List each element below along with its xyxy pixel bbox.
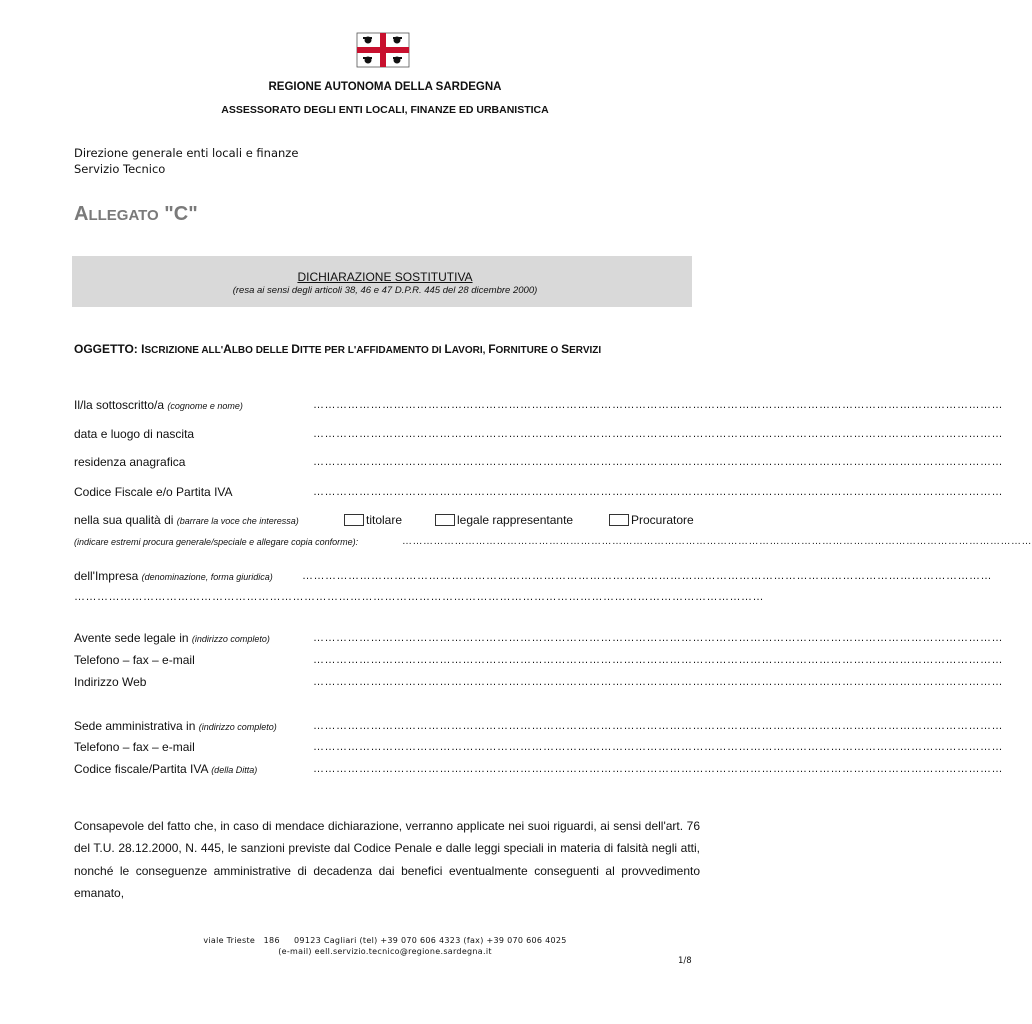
telefono2-label: Telefono – fax – e-mail xyxy=(74,740,195,754)
field-label: Codice fiscale/Partita IVA xyxy=(74,762,212,776)
sede-amm-field[interactable]: ……………………………………………………………………………………………………………………………………………………………… xyxy=(313,720,1003,732)
subject-cap: F xyxy=(488,342,496,356)
service-line: Servizio Tecnico xyxy=(74,162,166,176)
telefono2-field[interactable]: ……………………………………………………………………………………………………………………………………………………………… xyxy=(313,741,1003,753)
telefono-label: Telefono – fax – e-mail xyxy=(74,653,195,667)
nascita-label: data e luogo di nascita xyxy=(74,427,195,441)
declaration-subtitle: (resa ai sensi degli articoli 38, 46 e 47 D.P.R. 445 del 28 dicembre 2000) xyxy=(232,285,538,296)
declaration-title: DICHIARAZIONE SOSTITUTIVA xyxy=(297,270,473,284)
codice-fiscale-label: Codice Fiscale e/o Partita IVA xyxy=(74,485,233,499)
sottoscritto-label xyxy=(74,398,243,412)
field-label: nella sua qualità di xyxy=(74,513,177,527)
subject-part: LBO DELLE xyxy=(231,345,292,356)
sede-legale-field[interactable]: ……………………………………………………………………………………………………………………………………………………………… xyxy=(313,632,1003,644)
subject-cap: L xyxy=(444,342,452,356)
subject-cap: I xyxy=(141,342,145,356)
residenza-label: residenza anagrafica xyxy=(74,455,186,469)
residenza-field[interactable]: ……………………………………………………………………………………………………………………………………………………………… xyxy=(313,456,1003,468)
field-hint: (barrare la voce che interessa) xyxy=(176,516,299,526)
impresa-label xyxy=(74,569,273,583)
web-label: Indirizzo Web xyxy=(74,675,147,689)
subject-part: AVORI, xyxy=(451,345,489,356)
allegato-code: "C" xyxy=(158,203,198,225)
impresa-field[interactable]: ……………………………………………………………………………………………………………………………………………………………… xyxy=(302,570,992,582)
field-hint: (denominazione, forma giuridica) xyxy=(141,572,273,582)
subject-cap: D xyxy=(291,342,300,356)
sottoscritto-field[interactable]: ……………………………………………………………………………………………………………………………………………………………… xyxy=(313,399,1003,411)
subject-part: ERVIZI xyxy=(569,345,602,356)
subject-cap: A xyxy=(223,342,232,356)
department-title: ASSESSORATO DEGLI ENTI LOCALI, FINANZE ED URBANISTICA xyxy=(221,104,549,116)
field-hint: (indirizzo completo) xyxy=(191,634,270,644)
allegato-heading xyxy=(74,203,198,226)
sardinia-flag-logo xyxy=(357,33,409,67)
allegato-rest: LLEGATO xyxy=(88,207,159,224)
field-label: dell'Impresa xyxy=(74,569,142,583)
direction-line: Direzione generale enti locali e finanze xyxy=(74,146,299,160)
region-title: REGIONE AUTONOMA DELLA SARDEGNA xyxy=(268,81,502,93)
direction-block xyxy=(74,145,298,177)
nascita-field[interactable]: ……………………………………………………………………………………………………………………………………………………………… xyxy=(313,428,1003,440)
cf-ditta-label xyxy=(74,762,257,776)
field-label: Il/la sottoscritto/a xyxy=(74,398,168,412)
procura-note: (indicare estremi procura generale/speciale e allegare copia conforme): xyxy=(74,537,359,547)
checkbox[interactable] xyxy=(344,514,364,526)
subject-part: ITTE PER L'AFFIDAMENTO DI xyxy=(299,345,445,356)
field-hint: (cognome e nome) xyxy=(167,401,243,411)
subject-part: ORNITURE O xyxy=(495,345,562,356)
field-hint: (della Ditta) xyxy=(211,765,258,775)
telefono-field[interactable]: ……………………………………………………………………………………………………………………………………………………………… xyxy=(313,654,1003,666)
sede-legale-label xyxy=(74,631,270,645)
option-titolare[interactable] xyxy=(344,513,402,527)
option-procuratore[interactable] xyxy=(609,513,694,527)
checkbox[interactable] xyxy=(435,514,455,526)
footer-email: (e-mail) eell.servizio.tecnico@regione.sardegna.it xyxy=(278,947,492,956)
qualita-label xyxy=(74,513,299,527)
option-legale-rappresentante[interactable] xyxy=(435,513,573,527)
sede-amm-label xyxy=(74,719,277,733)
subject-cap: S xyxy=(561,342,570,356)
footer xyxy=(0,935,770,957)
subject-line xyxy=(74,342,601,356)
allegato-first-letter: A xyxy=(74,203,89,225)
web-field[interactable]: ……………………………………………………………………………………………………………………………………………………………… xyxy=(313,676,1003,688)
field-label: Sede amministrativa in xyxy=(74,719,199,733)
subject-part: SCRIZIONE ALL' xyxy=(144,345,224,356)
page-number: 1/8 xyxy=(678,956,692,966)
option-label: Procuratore xyxy=(631,513,694,527)
field-label: Avente sede legale in xyxy=(74,631,192,645)
option-label: legale rappresentante xyxy=(457,513,574,527)
impresa-field-line2[interactable]: ……………………………………………………………………………………………………………………………………………………………… xyxy=(74,591,764,603)
footer-address: viale Trieste 186 09123 Cagliari (tel) +39 070 606 4323 (fax) +39 070 606 4025 xyxy=(203,936,567,945)
checkbox[interactable] xyxy=(609,514,629,526)
codice-fiscale-field[interactable]: ……………………………………………………………………………………………………………………………………………………………… xyxy=(313,486,1003,498)
consapevole-paragraph: Consapevole del fatto che, in caso di mendace dichiarazione, verranno applicate nei suoi riguardi, ai sensi dell'art. 76 del T.U. 28.12.2000, N. 445, le sanzioni previste dal Codice Penale e dalle leggi speciali in materia di falsità negli atti, nonché le conseguenze amministrative di decadenza dai benefici eventualmente conseguenti al provvedimento emanato, xyxy=(74,819,700,900)
subject-prefix: OGGETTO: xyxy=(74,342,142,356)
procura-field[interactable]: ……………………………………………………………………………………………………………………………………………………………… xyxy=(402,536,1032,547)
cf-ditta-field[interactable]: ……………………………………………………………………………………………………………………………………………………………… xyxy=(313,763,1003,775)
option-label: titolare xyxy=(366,513,403,527)
field-hint: (indirizzo completo) xyxy=(198,722,277,732)
